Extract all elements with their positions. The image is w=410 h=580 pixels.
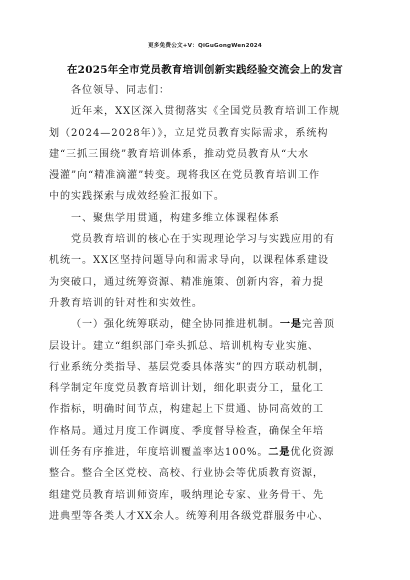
paragraph-line: 建“三抓三围绕”教育培训体系，推动党员教育从“大水 bbox=[49, 148, 310, 160]
subsection-heading: （一）强化统筹联动，健全协同推进机制。 bbox=[71, 319, 280, 331]
section-heading: 一、聚焦学用贯通，构建多维立体课程体系 bbox=[71, 212, 280, 224]
paragraph-line bbox=[49, 442, 363, 463]
paragraph-line: 组建党员教育培训师资库，吸纳理论专家、业务骨干、先 bbox=[49, 489, 324, 501]
paragraph-line: 划（2024—2028年）》，立足党员教育实际需求，系统构 bbox=[49, 127, 329, 139]
paragraph-line: 中的实践探索与成效经验汇报如下。 bbox=[49, 191, 225, 203]
paragraph-line: 党员教育培训的核心在于实现理论学习与实践应用的有 bbox=[71, 234, 335, 246]
paragraph-line: 近年来，XX区深入贯彻落实《全国党员教育培训工作规 bbox=[71, 106, 341, 118]
paragraph-line: 作指标，明确时间节点，构建起上下贯通、协同高效的工 bbox=[49, 404, 324, 416]
document-title: 在2025年全市党员教育培训创新实践经验交流会上的发言 bbox=[66, 64, 343, 76]
salutation: 各位领导、同志们： bbox=[71, 85, 170, 96]
paragraph-line: 漫灌”向“精准滴灌”转变。现将我区在党员教育培训工作 bbox=[49, 170, 321, 182]
paragraph-line: 机统一。XX区坚持问题导向和需求导向，以课程体系建设 bbox=[49, 255, 330, 267]
bold-marker: 二是 bbox=[268, 447, 291, 459]
paragraph-line: 层设计。建立“组织部门牵头抓总、培训机构专业实施、 bbox=[49, 340, 319, 352]
paragraph-run: 优化资源 bbox=[290, 447, 335, 459]
watermark-text: 更多免费公文+V：QiGuGongWen2024 bbox=[148, 43, 262, 49]
paragraph-line: 作格局。通过月度工作调度、季度督导检查，确保全年培 bbox=[49, 425, 324, 437]
paragraph-run: 完善顶 bbox=[301, 319, 335, 331]
paragraph-line: 整合。整合全区党校、高校、行业协会等优质教育资源， bbox=[49, 468, 324, 480]
subsection-line bbox=[49, 314, 363, 335]
paragraph-line: 进典型等各类人才XX余人。统筹利用各级党群服务中心、 bbox=[49, 510, 330, 522]
paragraph-line: 科学制定年度党员教育培训计划，细化职责分工，量化工 bbox=[49, 383, 324, 395]
bold-marker: 一是 bbox=[279, 319, 302, 331]
paragraph-line: 为突破口，通过统筹资源、精准施策、创新内容，着力提 bbox=[49, 276, 324, 288]
paragraph-run: 训任务有序推进，年度培训覆盖率达100%。 bbox=[49, 447, 269, 459]
paragraph-line: 行业系统分类指导、基层党委具体落实”的四方联动机制， bbox=[49, 361, 330, 373]
paragraph-line: 升教育培训的针对性和实效性。 bbox=[49, 297, 203, 309]
document-body bbox=[49, 80, 363, 527]
